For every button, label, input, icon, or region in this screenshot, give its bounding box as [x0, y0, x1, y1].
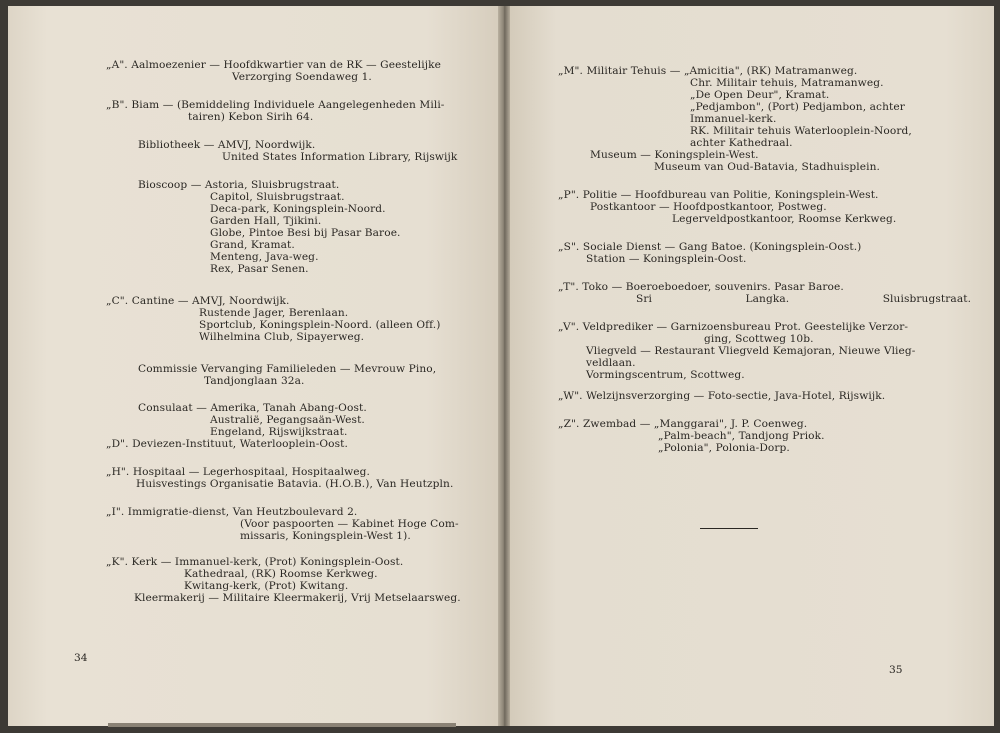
entry-line: Museum van Oud-Batavia, Stadhuisplein. [654, 161, 880, 173]
entry-line: „P". Politie — Hoofdbureau van Politie, Koningsplein-West. [558, 189, 879, 201]
page-number: 35 [889, 664, 903, 676]
entry-line: Rex, Pasar Senen. [210, 263, 309, 275]
entry-line: „Palm-beach", Tandjong Priok. [658, 430, 825, 442]
entry-line: Huisvestings Organisatie Batavia. (H.O.B.), Van Heutzpln. [136, 478, 454, 490]
entry-line: Tandjonglaan 32a. [204, 375, 305, 387]
book-spread [8, 6, 994, 726]
entry-line: Rustende Jager, Berenlaan. [199, 307, 349, 319]
page-edge [108, 723, 456, 727]
entry-line: tairen) Kebon Sirih 64. [188, 111, 314, 123]
entry-line: Engeland, Rijswijkstraat. [210, 426, 348, 438]
entry-line: Capitol, Sluisbrugstraat. [210, 191, 345, 203]
entry-line: „W". Welzijnsverzorging — Foto-sectie, Java-Hotel, Rijswijk. [558, 390, 886, 402]
entry-line: United States Information Library, Rijswijk [222, 151, 458, 163]
entry-line: Immanuel-kerk. [690, 113, 777, 125]
left-page [8, 6, 500, 726]
entry-line: Garden Hall, Tjikini. [210, 215, 322, 227]
right-page [508, 6, 994, 726]
end-rule [700, 528, 758, 529]
entry-line: „H". Hospitaal — Legerhospitaal, Hospitaalweg. [106, 466, 370, 478]
entry-line: „C". Cantine — AMVJ, Noordwijk. [106, 295, 290, 307]
entry-line: Kathedraal, (RK) Roomse Kerkweg. [184, 568, 378, 580]
entry-line: Commissie Vervanging Familieleden — Mevrouw Pino, [138, 363, 437, 375]
entry-line: Australië, Pegangsaän-West. [210, 414, 365, 426]
entry-line: Legerveldpostkantoor, Roomse Kerkweg. [672, 213, 897, 225]
entry-line: (Voor paspoorten — Kabinet Hoge Com- [240, 518, 459, 530]
entry-line: „Polonia", Polonia-Dorp. [658, 442, 790, 454]
entry-line: Verzorging Soendaweg 1. [232, 71, 372, 83]
entry-line: Kwitang-kerk, (Prot) Kwitang. [184, 580, 349, 592]
entry-line: Postkantoor — Hoofdpostkantoor, Postweg. [590, 201, 827, 213]
entry-line: Bioscoop — Astoria, Sluisbrugstraat. [138, 179, 340, 191]
book-gutter [498, 6, 510, 726]
entry-line: „B". Biam — (Bemiddeling Individuele Aangelegenheden Mili- [106, 99, 445, 111]
entry-line: „M". Militair Tehuis — „Amicitia", (RK) Matramanweg. [558, 65, 858, 77]
entry-line: achter Kathedraal. [690, 137, 793, 149]
entry-line: Bibliotheek — AMVJ, Noordwijk. [138, 139, 316, 151]
entry-line: Vliegveld — Restaurant Vliegveld Kemajoran, Nieuwe Vlieg- [586, 345, 916, 357]
entry-line: „A". Aalmoezenier — Hoofdkwartier van de RK — Geestelijke [106, 59, 441, 71]
entry-line: Grand, Kramat. [210, 239, 295, 251]
entry-line: „Z". Zwembad — „Manggarai", J. P. Coenweg. [558, 418, 808, 430]
entry-line: Kleermakerij — Militaire Kleermakerij, Vrij Metselaarsweg. [134, 592, 461, 604]
entry-line: Vormingscentrum, Scottweg. [586, 369, 745, 381]
entry-line: Menteng, Java-weg. [210, 251, 319, 263]
entry-line: „K". Kerk — Immanuel-kerk, (Prot) Koningsplein-Oost. [106, 556, 404, 568]
entry-line: Station — Koningsplein-Oost. [586, 253, 747, 265]
entry-line: ging, Scottweg 10b. [704, 333, 814, 345]
entry-line: „S". Sociale Dienst — Gang Batoe. (Koningsplein-Oost.) [558, 241, 862, 253]
entry-line: Sportclub, Koningsplein-Noord. (alleen Off.) [199, 319, 441, 331]
entry-line: missaris, Koningsplein-West 1). [240, 530, 411, 542]
entry-line: Sri Langka. Sluisbrugstraat. [636, 293, 972, 305]
entry-line: „D". Deviezen-Instituut, Waterlooplein-Oost. [106, 438, 349, 450]
entry-line: „I". Immigratie-dienst, Van Heutzboulevard 2. [106, 506, 358, 518]
entry-line: Museum — Koningsplein-West. [590, 149, 759, 161]
entry-line: Consulaat — Amerika, Tanah Abang-Oost. [138, 402, 367, 414]
entry-line: RK. Militair tehuis Waterlooplein-Noord, [690, 125, 912, 137]
entry-line: Wilhelmina Club, Sipayerweg. [199, 331, 365, 343]
entry-line: Deca-park, Koningsplein-Noord. [210, 203, 386, 215]
entry-line: Globe, Pintoe Besi bij Pasar Baroe. [210, 227, 401, 239]
entry-line: „Pedjambon", (Port) Pedjambon, achter [690, 101, 905, 113]
entry-line: „V". Veldprediker — Garnizoensbureau Prot. Geestelijke Verzor- [558, 321, 909, 333]
entry-line: „De Open Deur", Kramat. [690, 89, 830, 101]
entry-line: Chr. Militair tehuis, Matramanweg. [690, 77, 884, 89]
entry-line: „T". Toko — Boeroeboedoer, souvenirs. Pasar Baroe. [558, 281, 844, 293]
entry-line: veldlaan. [586, 357, 636, 369]
page-number: 34 [74, 652, 88, 664]
